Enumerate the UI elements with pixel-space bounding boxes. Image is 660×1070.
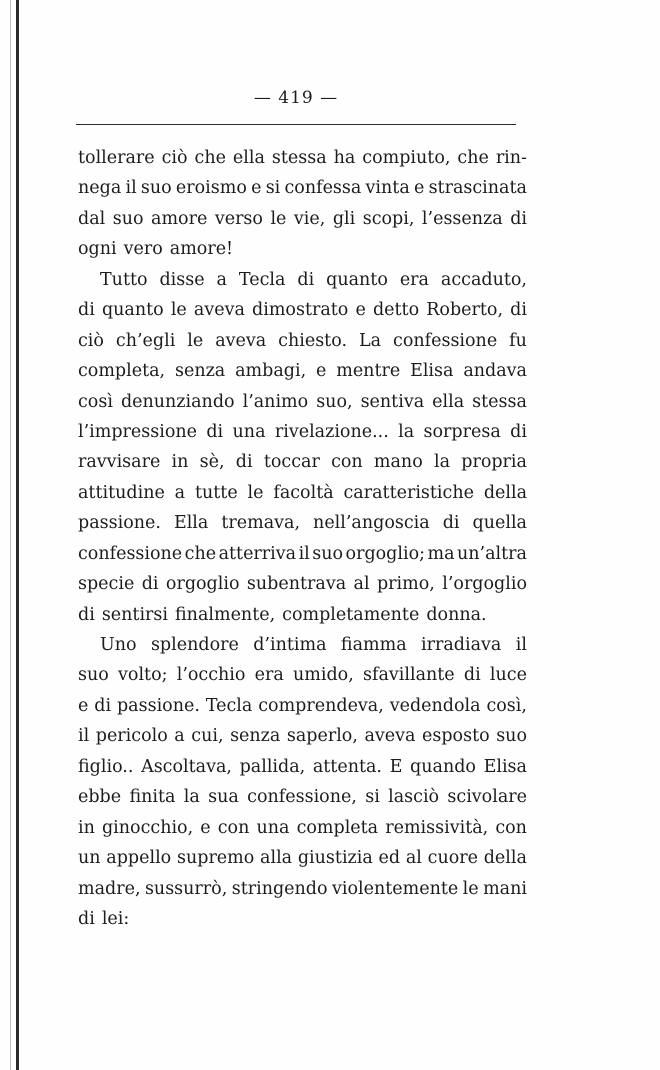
word: mani [483, 878, 527, 899]
text-line [78, 326, 527, 356]
word: senza [174, 361, 226, 382]
word: quanto [326, 269, 388, 290]
text-line [78, 265, 527, 295]
word: quanto [101, 300, 164, 321]
word: primo, [376, 574, 435, 595]
word: attitudine [78, 482, 165, 503]
word: saperlo, [286, 726, 358, 747]
word: al [405, 848, 422, 869]
word: l’occhio [176, 665, 246, 686]
word: eroismo [175, 178, 247, 199]
word: madre, [78, 878, 141, 899]
word: amore [151, 208, 208, 229]
text-line [78, 234, 527, 264]
word: e [355, 300, 366, 321]
word: cui, [191, 726, 224, 747]
text-line [78, 356, 527, 386]
word: confessa [284, 178, 362, 199]
word: il [78, 726, 90, 747]
word: suo [140, 178, 172, 199]
word: una [232, 421, 266, 442]
word: stessa [271, 148, 327, 168]
word: quando [410, 756, 476, 777]
word: di [94, 695, 112, 716]
word: al [353, 574, 370, 595]
text-line [78, 843, 527, 873]
word: lei: [101, 908, 130, 929]
word: Tecla [205, 695, 253, 716]
word: di [463, 665, 481, 686]
word: vedendola [389, 695, 481, 716]
word: in [171, 452, 189, 473]
word: e [414, 178, 425, 199]
word: con [331, 452, 363, 473]
word: splendore [150, 635, 239, 655]
word: figlio.. [78, 756, 134, 777]
word: violentemente [331, 878, 459, 899]
word: alla [260, 848, 293, 869]
word: Ella [173, 513, 209, 534]
text-line [78, 782, 527, 812]
text-line [78, 508, 527, 538]
word: la [183, 787, 200, 808]
text-line [78, 904, 527, 934]
word: in [78, 817, 95, 838]
word: Uno [100, 635, 137, 655]
word: ed [378, 848, 401, 869]
page-binding-shadow [10, 0, 11, 1070]
word: gli [332, 208, 356, 229]
word: le [462, 878, 479, 899]
word: disse [159, 269, 205, 290]
word: la [433, 452, 451, 473]
word: di [206, 421, 224, 442]
word: propria [461, 452, 527, 473]
word: confessione [78, 543, 183, 564]
text-line [78, 691, 527, 721]
word: denunziando [120, 391, 235, 412]
word: ciò [78, 330, 104, 351]
word: caratteristiche [343, 482, 474, 503]
text-line [78, 874, 527, 904]
word: rivelazione... [274, 421, 389, 442]
word: Roberto, [426, 300, 504, 321]
word: di [442, 513, 460, 534]
word: mano [373, 452, 423, 473]
word: Tecla [238, 269, 286, 290]
word: Elisa [483, 756, 527, 777]
word: cuore [427, 848, 478, 869]
word: passione. [116, 695, 200, 716]
word: senza [230, 726, 281, 747]
word: atterriva [218, 543, 297, 564]
word: fiamma [340, 635, 407, 655]
word: subentrava [246, 574, 347, 595]
word: ogni [78, 239, 117, 260]
word: di [510, 208, 527, 229]
word: ch’egli [115, 330, 176, 351]
word: tutte [194, 482, 238, 503]
word: di [297, 269, 315, 290]
word: supremo [176, 848, 255, 869]
word: finita [129, 787, 176, 808]
word: così [78, 391, 113, 412]
word: stessa [472, 391, 527, 412]
word: luce [489, 665, 527, 686]
text-line [78, 295, 527, 325]
word: accaduto, [440, 269, 527, 290]
word: chiesto. [278, 330, 348, 351]
word: il [298, 543, 310, 564]
word: ciò [161, 148, 188, 168]
word: a [174, 726, 185, 747]
word: con [495, 817, 527, 838]
text-line [78, 387, 527, 417]
word: tremava, [221, 513, 301, 534]
word: suo [312, 543, 344, 564]
word: ginocchio, [101, 817, 194, 838]
word: toccar [263, 452, 320, 473]
word: sua [208, 787, 239, 808]
word: tollerare [78, 148, 155, 168]
word: ella [432, 391, 465, 412]
word: remissività, [385, 817, 489, 838]
word: a [174, 482, 186, 503]
word: giustizia [297, 848, 373, 869]
word: la [398, 421, 415, 442]
word: e [251, 178, 262, 199]
text-line [78, 813, 527, 843]
word: andava [463, 361, 527, 382]
word: che [194, 148, 226, 168]
word: ravvisare [78, 452, 161, 473]
word: aveva [364, 726, 416, 747]
word: di [141, 574, 159, 595]
page-binding-edge [16, 0, 19, 1070]
word: di [510, 300, 527, 321]
text-line [78, 143, 527, 173]
text-line [78, 600, 527, 630]
word: volto; [118, 665, 168, 686]
word: Elisa [410, 361, 454, 382]
word: dimostrato [252, 300, 349, 321]
word: che [457, 148, 489, 168]
word: pallida, [239, 756, 306, 777]
word: di [78, 300, 95, 321]
word: l’orgoglio [442, 574, 527, 595]
header-rule [76, 124, 516, 125]
word: orgoglio; [345, 543, 426, 564]
word: completamente [282, 604, 420, 625]
word: completa, [78, 361, 166, 382]
word: mentre [336, 361, 401, 382]
text-line [78, 660, 527, 690]
word: si [265, 178, 281, 199]
word: verso [214, 208, 263, 229]
word: a [216, 269, 227, 290]
word: era [399, 269, 429, 290]
word: il [515, 635, 527, 655]
word: l’animo [242, 391, 309, 412]
word: lasciò [388, 787, 440, 808]
word: comprendeva, [258, 695, 384, 716]
word: amore! [169, 239, 234, 260]
body-text [78, 143, 527, 934]
word: detto [372, 300, 420, 321]
word: confessione, [247, 787, 357, 808]
word: aveva [193, 300, 245, 321]
word: con [217, 817, 250, 838]
word: sfavillante [363, 665, 455, 686]
word: si [365, 787, 380, 808]
word: e [200, 817, 211, 838]
text-line [78, 417, 527, 447]
word: le [187, 330, 204, 351]
word: di [78, 908, 95, 929]
word: di [510, 421, 527, 442]
word: specie [78, 574, 135, 595]
word: dal [78, 208, 106, 229]
word: le [270, 208, 287, 229]
word: rin- [495, 148, 527, 168]
word: pericolo [95, 726, 168, 747]
word: stringendo [231, 878, 328, 899]
word: ma [427, 543, 455, 564]
page-number-header: — 419 — [253, 88, 339, 108]
text-line [78, 539, 527, 569]
word: suo [112, 208, 144, 229]
text-line [78, 173, 527, 203]
word: scivolare [447, 787, 527, 808]
word: ha [333, 148, 356, 168]
word: fu [509, 330, 527, 351]
word: le [170, 300, 187, 321]
word: finalmente, [175, 604, 276, 625]
word: vero [123, 239, 163, 260]
word: Tutto [100, 269, 148, 290]
word: E [389, 756, 403, 777]
word: donna. [426, 604, 487, 625]
text-line [78, 204, 527, 234]
word: l’impressione [78, 421, 197, 442]
word: compiuto, [362, 148, 451, 168]
word: sentiva [360, 391, 425, 412]
word: quella [472, 513, 527, 534]
word: suo [78, 665, 109, 686]
word: irradiava [421, 635, 502, 655]
word: l’essenza [421, 208, 503, 229]
word: un [78, 848, 101, 869]
word: sè, [199, 452, 225, 473]
word: vie, [293, 208, 326, 229]
word: passione. [78, 513, 161, 534]
word: sussurrò, [144, 878, 228, 899]
word: aveva [215, 330, 267, 351]
word: le [247, 482, 264, 503]
word: orgoglio [165, 574, 240, 595]
word: suo, [316, 391, 353, 412]
word: sentirsi [101, 604, 168, 625]
word: completa [296, 817, 379, 838]
word: un’altra [457, 543, 527, 564]
word: e [316, 361, 327, 382]
text-line [78, 478, 527, 508]
word: il [125, 178, 137, 199]
text-line [78, 752, 527, 782]
word: suo [496, 726, 527, 747]
word: ella [232, 148, 265, 168]
word: facoltà [273, 482, 334, 503]
word: così, [486, 695, 527, 716]
text-line [78, 569, 527, 599]
word: confessione [393, 330, 498, 351]
word: nega [78, 178, 122, 199]
text-line [78, 630, 527, 660]
word: umido, [293, 665, 354, 686]
word: attenta. [312, 756, 382, 777]
word: d’intima [253, 635, 327, 655]
word: scopi, [362, 208, 415, 229]
word: di [78, 604, 95, 625]
word: e [78, 695, 89, 716]
word: nell’angoscia [313, 513, 430, 534]
word: sorpresa [423, 421, 501, 442]
word: della [483, 848, 527, 869]
word: La [358, 330, 382, 351]
word: Ascoltava, [141, 756, 232, 777]
word: vinta [365, 178, 410, 199]
word: una [256, 817, 290, 838]
word: strascinata [428, 178, 527, 199]
word: ambagi, [235, 361, 307, 382]
text-line [78, 447, 527, 477]
word: ebbe [78, 787, 122, 808]
word: della [483, 482, 527, 503]
text-line [78, 721, 527, 751]
word: era [254, 665, 284, 686]
word: esposto [422, 726, 490, 747]
word: di [235, 452, 253, 473]
word: appello [106, 848, 172, 869]
word: che [184, 543, 217, 564]
